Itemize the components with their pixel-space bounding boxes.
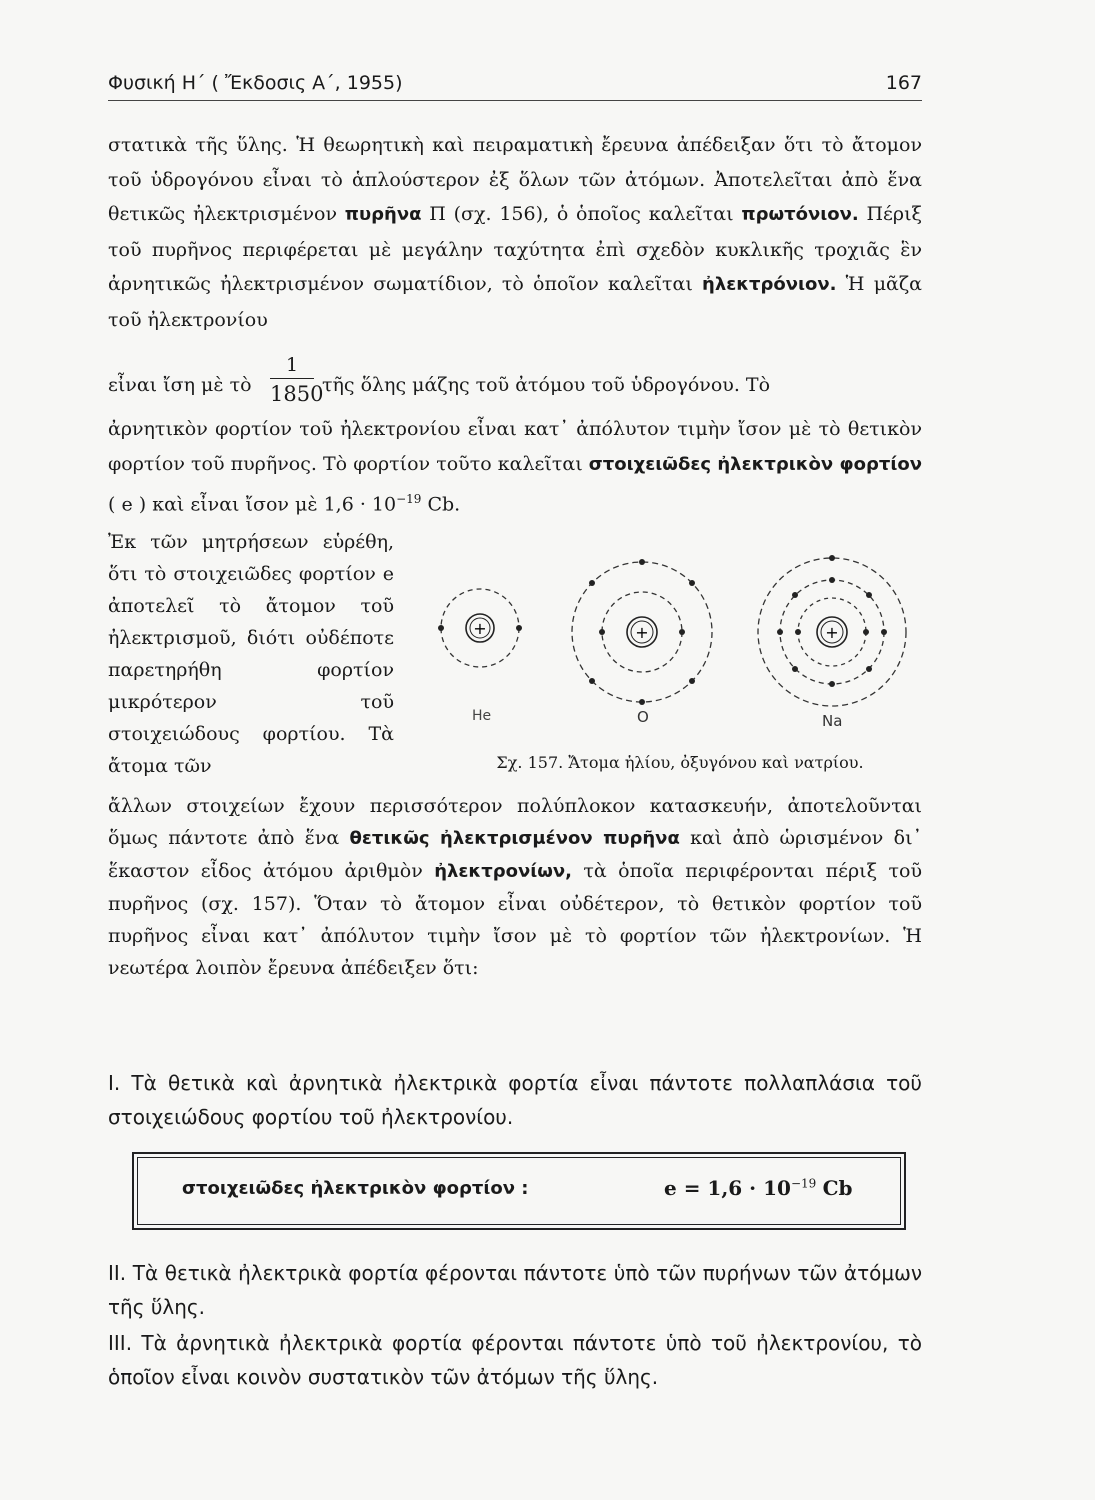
- paragraph-elementary-charge: ἀρνητικὸν φορτίον τοῦ ἠλεκτρονίου εἶναι κατ᾽ ἀπόλυτον τιμὴν ἴσον μὲ τὸ θετικὸν φορτίον τοῦ πυρῆνος. Τὸ φορτίον τοῦτο καλεῖται στοιχειῶδες ἠλεκτρικὸν φορτίον ( e ) καὶ εἶναι ἴσον μὲ $1,6 \cdot 10^{-19}$ Cb.: [108, 418, 922, 516]
- term-electron: ἠλεκτρόνιον.: [702, 274, 837, 295]
- boxed-formula: [132, 1152, 906, 1230]
- boxed-formula-value: $e = 1,6 \cdot 10^{-19}$ Cb: [664, 1176, 853, 1200]
- fraction-line: εἶναι ἴση μὲ τὸ $\frac{1}{1850}$ τῆς ὅλης μάζης τοῦ ἀτόμου τοῦ ὑδρογόνου. Τὸ: [108, 352, 922, 412]
- law-two: ΙΙ. Τὰ θετικὰ ἠλεκτρικὰ φορτία φέρονται πάντοτε ὑπὸ τῶν πυρήνων τῶν ἀτόμων τῆς ὕλης.: [108, 1261, 922, 1319]
- page-number: 167: [885, 72, 922, 94]
- figure-caption: Σχ. 157. Ἄτομα ἡλίου, ὀξυγόνου καὶ νατρίου.: [496, 753, 864, 772]
- oxygen-atom: [572, 559, 712, 726]
- wrapped-text: Ἐκ τῶν μητρήσεων εὑρέθη, ὅτι τὸ στοιχειῶδες φορτίον e ἀποτελεῖ τὸ ἄτομον τοῦ ἠλεκτρισμοῦ, διότι οὐδέποτε παρετηρήθη φορτίον μικρότερον τοῦ στοιχειώδους φορτίου. Τὰ ἄτομα τῶν: [108, 531, 394, 777]
- header-title: Φυσική Η΄ ( Ἔκδοσις Α΄, 1955): [108, 72, 403, 94]
- term-nucleus: πυρῆνα: [344, 204, 422, 225]
- law-one: Ι. Τὰ θετικὰ καὶ ἀρνητικὰ ἠλεκτρικὰ φορτία εἶναι πάντοτε πολλαπλάσια τοῦ στοιχειώδους φορτίου τοῦ ἠλεκτρονίου.: [108, 1071, 922, 1129]
- law-three: ΙΙΙ. Τὰ ἀρνητικὰ ἠλεκτρικὰ φορτία φέρονται πάντοτε ὑπὸ τοῦ ἠλεκτρονίου, τὸ ὁποῖον εἶναι κοινὸν συστατικὸν τῶν ἀτόμων τῆς ὕλης.: [108, 1331, 922, 1389]
- term-elementary-charge: στοιχειῶδες ἠλεκτρικὸν φορτίον: [588, 453, 922, 475]
- svg-text:+: +: [473, 619, 487, 638]
- atom-models-figure: [420, 552, 920, 782]
- paragraph-hydrogen-atom: στατικὰ τῆς ὕλης. Ἡ θεωρητικὴ καὶ πειραματικὴ ἔρευνα ἀπέδειξαν ὅτι τὸ ἄτομον τοῦ ὑδρογόνου εἶναι τὸ ἁπλούστερον ἐξ ὅλων τῶν ἀτόμων. Ἀποτελεῖται ἀπὸ ἕνα θετικῶς ἠλεκτρισμένον πυρῆνα Π (σχ. 156), ὁ ὁποῖος καλεῖται πρωτόνιον. Πέριξ τοῦ πυρῆνος περιφέρεται μὲ μεγάλην ταχύτητα ἐπὶ σχεδὸν κυκλικῆς τροχιᾶς ἓν ἀρνητικῶς ἠλεκτρισμένον σωματίδιον, τὸ ὁποῖον καλεῖται ἠλεκτρόνιον. Ἡ μᾶζα τοῦ ἠλεκτρονίου: [108, 134, 922, 331]
- term-proton: πρωτόνιον.: [741, 204, 859, 225]
- helium-atom: [438, 589, 522, 724]
- svg-text:+: +: [825, 623, 839, 642]
- sodium-atom: [758, 555, 906, 730]
- fraction-1-over-1850: [270, 352, 324, 409]
- running-header: [108, 70, 922, 101]
- fraction-denominator: 1850: [270, 382, 324, 406]
- term-electrons: ἠλεκτρονίων,: [434, 861, 572, 882]
- paragraph-atom-structure: ἄλλων στοιχείων ἔχουν περισσότερον πολύπλοκον κατασκευήν, ἀποτελοῦνται ὅμως πάντοτε ἀπὸ ἕνα θετικῶς ἠλεκτρισμένον πυρῆνα καὶ ἀπὸ ὡρισμένον δι᾽ ἕκαστον εἶδος ἀτόμου ἀριθμὸν ἠλεκτρονίων, τὰ ὁποῖα περιφέρονται πέριξ τοῦ πυρῆνος (σχ. 157). Ὅταν τὸ ἄτομον εἶναι οὐδέτερον, τὸ θετικὸν φορτίον τοῦ πυρῆνος εἶναι κατ᾽ ἀπόλυτον τιμὴν ἴσον μὲ τὸ φορτίον τῶν ἠλεκτρονίων. Ἡ νεωτέρα λοιπὸν ἔρευνα ἀπέδειξεν ὅτι:: [108, 795, 923, 979]
- boxed-label: στοιχειῶδες ἠλεκτρικὸν φορτίον :: [182, 1178, 529, 1199]
- helium-label: He: [472, 708, 492, 724]
- electron: [516, 625, 522, 631]
- electron: [438, 625, 444, 631]
- term-positive-nucleus: θετικῶς ἠλεκτρισμένον πυρῆνα: [349, 828, 680, 849]
- fraction-numerator: 1: [270, 352, 314, 379]
- svg-text:+: +: [635, 623, 649, 642]
- sodium-label: Na: [822, 712, 843, 730]
- oxygen-label: O: [637, 708, 649, 726]
